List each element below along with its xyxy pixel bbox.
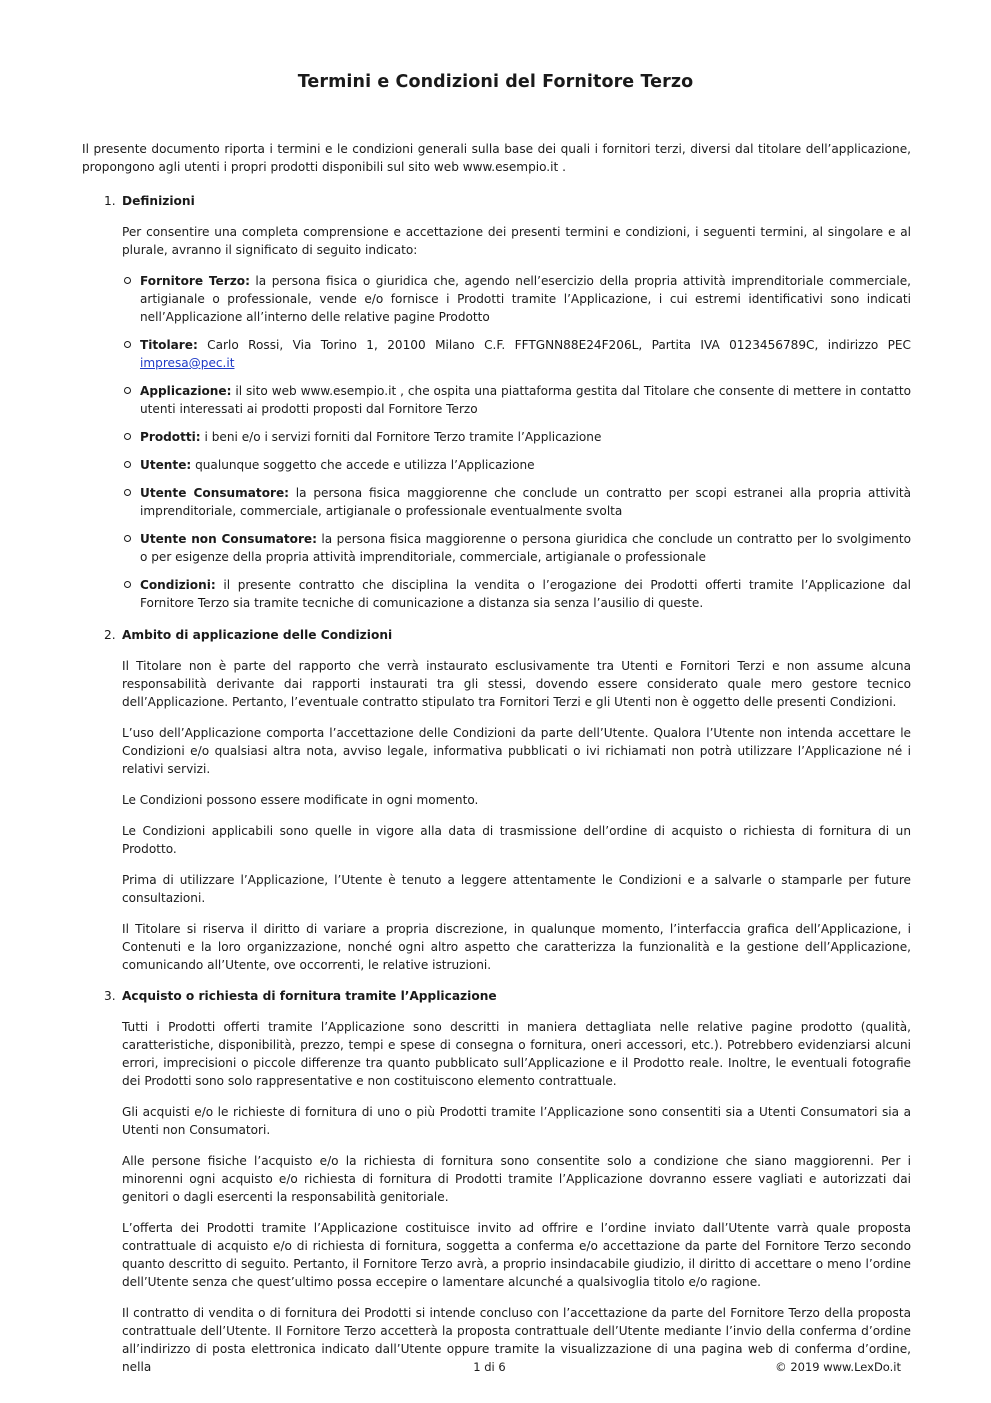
section-paragraph: Gli acquisti e/o le richieste di fornitura di uno o più Prodotti tramite l’Applicazione sono consentiti sia a Utenti Consumatori sia a Utenti non Consumatori. (122, 1105, 911, 1137)
definition-text: i beni e/o i servizi forniti dal Fornitore Terzo tramite l’Applicazione (200, 430, 602, 444)
definition-item (122, 272, 911, 326)
definition-item (122, 484, 911, 520)
section-ambito (82, 626, 911, 974)
definition-text: la persona fisica maggiorenne che conclude un contratto per scopi estranei alla propria attività imprenditoriale, commerciale, artigianale o professionale eventualmente svolta (140, 486, 911, 518)
bullet-circle-icon (124, 277, 131, 284)
section-body (82, 657, 911, 974)
section-definizioni (82, 192, 911, 612)
section-body (82, 1018, 911, 1376)
definition-term: Utente non Consumatore: (140, 532, 317, 546)
definition-term: Utente Consumatore: (140, 486, 290, 500)
section-title: Acquisto o richiesta di fornitura tramite l’Applicazione (122, 989, 497, 1003)
section-paragraph: Le Condizioni applicabili sono quelle in vigore alla data di trasmissione dell’ordine di acquisto o richiesta di fornitura di un Prodotto. (122, 824, 911, 856)
page-number: 1 di 6 (473, 1360, 506, 1374)
definition-term: Fornitore Terzo: (140, 274, 250, 288)
section-heading (82, 192, 911, 210)
definition-term: Applicazione: (140, 384, 232, 398)
section-paragraph: Il Titolare non è parte del rapporto che verrà instaurato esclusivamente tra Utenti e Fornitori Terzi e non assume alcuna responsabilità derivante dai rapporti instaurati tra gli stessi, dovendo essere considerato quale mero gestore tecnico dell’Applicazione. Pertanto, l’eventuale contratto stipulato tra Fornitori Terzi e gli Utenti non è oggetto delle presenti Condizioni. (122, 659, 911, 709)
definition-item (122, 382, 911, 418)
definition-text: il presente contratto che disciplina la vendita o l’erogazione dei Prodotti offerti tramite l’Applicazione dal Fornitore Terzo sia tramite tecniche di comunicazione a distanza sia senza l’ausilio di queste. (140, 578, 911, 610)
bullet-circle-icon (124, 341, 131, 348)
section-paragraph: Il Titolare si riserva il diritto di variare a propria discrezione, in qualunque momento, l’interfaccia grafica dell’Applicazione, i Contenuti e la loro organizzazione, nonché ogni altro aspetto che caratterizza la funzionalità e la gestione dell’Applicazione, comunicando all’Utente, ove occorrenti, le relative istruzioni. (122, 922, 911, 972)
section-paragraph: Alle persone fisiche l’acquisto e/o la richiesta di fornitura sono consentite solo a condizione che siano maggiorenni. Per i minorenni ogni acquisto e/o richiesta di fornitura di Prodotti tramite l’Applicazione dovranno essere vagliati e autorizzati dai genitori o dagli esercenti la responsabilità genitoriale. (122, 1154, 911, 1204)
definition-text: qualunque soggetto che accede e utilizza l’Applicazione (191, 458, 535, 472)
section-paragraph: L’uso dell’Applicazione comporta l’accettazione delle Condizioni da parte dell’Utente. Qualora l’Utente non intenda accettare le Condizioni e/o qualsiasi altra nota, avviso legale, informativa pubblicati o ivi richiamati non potrà utilizzare l’Applicazione né i relativi servizi. (122, 726, 911, 776)
bullet-circle-icon (124, 535, 131, 542)
document-content (82, 192, 911, 1389)
section-acquisto (82, 987, 911, 1376)
section-title: Ambito di applicazione delle Condizioni (122, 628, 393, 642)
document-title: Termini e Condizioni del Fornitore Terzo (297, 72, 694, 92)
definition-item (122, 576, 911, 612)
intro-paragraph: Il presente documento riporta i termini e le condizioni generali sulla base dei quali i fornitori terzi, diversi dal titolare dell’applicazione, propongono agli utenti i propri prodotti disponibili sul sito web www.esempio.it . (82, 142, 911, 174)
section-paragraph: Tutti i Prodotti offerti tramite l’Applicazione sono descritti in maniera dettagliata nelle relative pagine prodotto (qualità, caratteristiche, disponibilità, prezzo, tempi e spese di consegna o fornitura, oneri accessori, etc.). Potrebbero evidenziarsi alcuni errori, imprecisioni o piccole differenze tra quanto pubblicato sull’Applicazione e il Prodotto reale. Inoltre, le eventuali fotografie dei Prodotti sono solo rappresentative e non costituiscono elemento contrattuale. (122, 1020, 911, 1088)
definition-text: la persona fisica maggiorenne o persona giuridica che conclude un contratto per lo svolgimento o per esigenze della propria attività imprenditoriale, commerciale, artigianale o professionale (140, 532, 911, 564)
definition-term: Utente: (140, 458, 192, 472)
section-paragraph: Prima di utilizzare l’Applicazione, l’Utente è tenuto a leggere attentamente le Condizioni e a salvarle o stamparle per future consultazioni. (122, 873, 911, 905)
definition-item (122, 336, 911, 372)
definition-term: Prodotti: (140, 430, 201, 444)
pec-email-link[interactable]: impresa@pec.it (140, 356, 235, 370)
definition-term: Titolare: (140, 338, 198, 352)
bullet-circle-icon (124, 461, 131, 468)
section-number: 3. (104, 989, 116, 1003)
definitions-list (122, 272, 911, 612)
definition-item (122, 428, 911, 446)
section-paragraph: Le Condizioni possono essere modificate in ogni momento. (122, 793, 479, 807)
section-number: 2. (104, 628, 116, 642)
section-paragraph: L’offerta dei Prodotti tramite l’Applicazione costituisce invito ad offrire e l’ordine inviato dall’Utente varrà quale proposta contrattuale di acquisto e/o di richiesta di fornitura, soggetta a conferma e/o accettazione da parte del Fornitore Terzo secondo quanto descritto di seguito. Pertanto, il Fornitore Terzo avrà, a proprio insindacabile giudizio, il diritto di accettare o meno l’ordine dell’Utente senza che quest’ultimo possa eccepire o lamentare alcunché a qualsivoglia titolo e/o ragione. (122, 1221, 911, 1289)
definition-item (122, 456, 911, 474)
bullet-circle-icon (124, 581, 131, 588)
definition-term: Condizioni: (140, 578, 216, 592)
copyright-notice: © 2019 www.LexDo.it (775, 1360, 901, 1374)
definition-item (122, 530, 911, 566)
section-body (82, 223, 911, 612)
section-heading (82, 626, 911, 644)
bullet-circle-icon (124, 387, 131, 394)
bullet-circle-icon (124, 433, 131, 440)
definition-text: il sito web www.esempio.it , che ospita una piattaforma gestita dal Titolare che consente di mettere in contatto utenti interessati ai prodotti proposti dal Fornitore Terzo (140, 384, 911, 416)
section-heading (82, 987, 911, 1005)
section-paragraph: Per consentire una completa comprensione e accettazione dei presenti termini e condizioni, i seguenti termini, al singolare e al plurale, avranno il significato di seguito indicato: (122, 225, 911, 257)
section-title: Definizioni (122, 194, 195, 208)
bullet-circle-icon (124, 489, 131, 496)
definition-text: la persona fisica o giuridica che, agendo nell’esercizio della propria attività imprenditoriale commerciale, artigianale o professionale, vende e/o fornisce i Prodotti tramite l’Applicazione, i cui estremi identificativi sono indicati nell’Applicazione all’interno delle relative pagine Prodotto (140, 274, 911, 324)
definition-text: Carlo Rossi, Via Torino 1, 20100 Milano C.F. FFTGNN88E24F206L, Partita IVA 0123456789C, indirizzo PEC (197, 338, 911, 352)
section-paragraph: Il contratto di vendita o di fornitura dei Prodotti si intende concluso con l’accettazione da parte del Fornitore Terzo della proposta contrattuale dell’Utente. Il Fornitore Terzo accetterà la proposta contrattuale dell’Utente mediante l’invio della conferma d’ordine all’indirizzo di posta elettronica indicato dall’Utente oppure tramite la visualizzazione di una pagina web di conferma d’ordine, nella (122, 1306, 911, 1374)
section-number: 1. (104, 194, 116, 208)
